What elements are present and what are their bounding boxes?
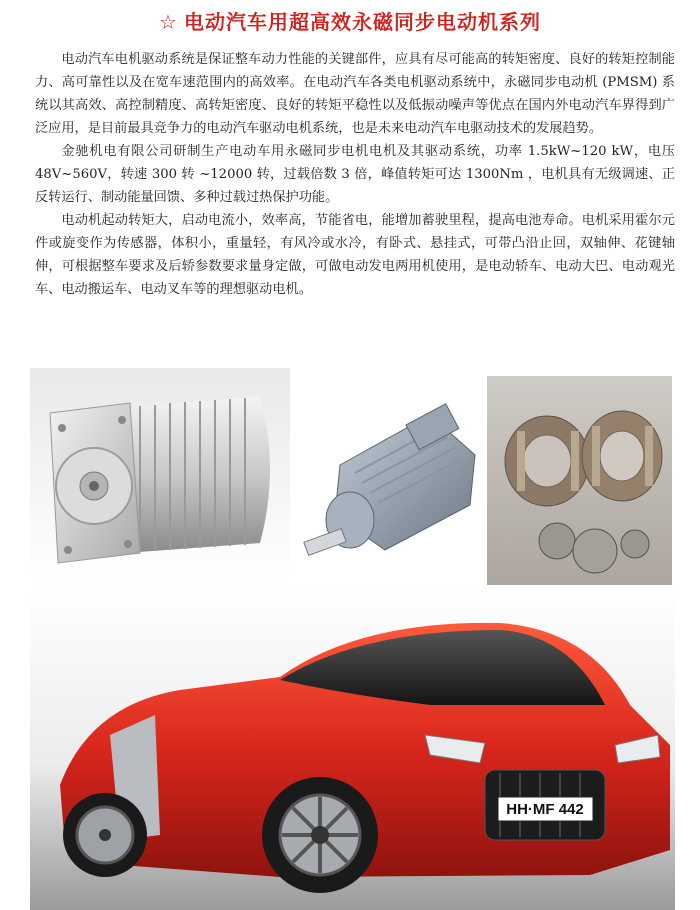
motor-photo-drive-assembly	[487, 376, 672, 601]
paragraph-intro: 电动汽车电机驱动系统是保证整车动力性能的关键部件，应具有尽可能高的转矩密度、良好的转矩控制能力、高可靠性以及在宽车速范围内的高效率。在电动汽车各类电机驱动系统中，永磁同步电动机 (PMSM) 系统以其高效、高控制精度、高转矩密度、良好的转矩平稳性以及低振动噪声等优点在国内外电动汽车界得到广泛应用，是目前最具竞争力的电动汽车驱动电机系统，也是未来电动汽车电驱动技术的发展趋势。	[35, 52, 675, 136]
paragraph-features: 电动机起动转矩大，启动电流小，效率高，节能省电，能增加蓄驶里程，提高电池寿命。电机采用霍尔元件或旋变作为传感器，体积小，重量轻，有风冷或水冷，有卧式、悬挂式，可带凸沿止回，双轴伸、花键轴伸，可根据整车要求及后轿参数要求量身定做，可做电动发电两用机使用，是电动轿车、电动大巴、电动观光车、电动搬运车、电动叉车等的理想驱动电机。	[35, 213, 675, 297]
license-plate-text: HH·MF 442	[506, 801, 584, 818]
star-icon: ☆	[159, 10, 178, 34]
motor-photo-industrial	[300, 395, 490, 585]
article-body	[35, 48, 675, 301]
motor-photo-cylindrical	[30, 368, 290, 583]
red-sports-car-photo	[30, 585, 675, 910]
paragraph-company: 金驰机电有限公司研制生产电动车用永磁同步电机电机及其驱动系统，功率 1.5kW~120 kW，电压 48V~560V，转速 300 转 ~12000 转，过载倍数 3 倍，峰值转矩可达 1300Nm ，电机具有无级调速、正反转运行、制动能量回馈、多种过载过热保护功能。	[35, 144, 675, 205]
page-title-text: 电动汽车用超高效永磁同步电动机系列	[183, 10, 541, 34]
page-title	[0, 6, 700, 35]
